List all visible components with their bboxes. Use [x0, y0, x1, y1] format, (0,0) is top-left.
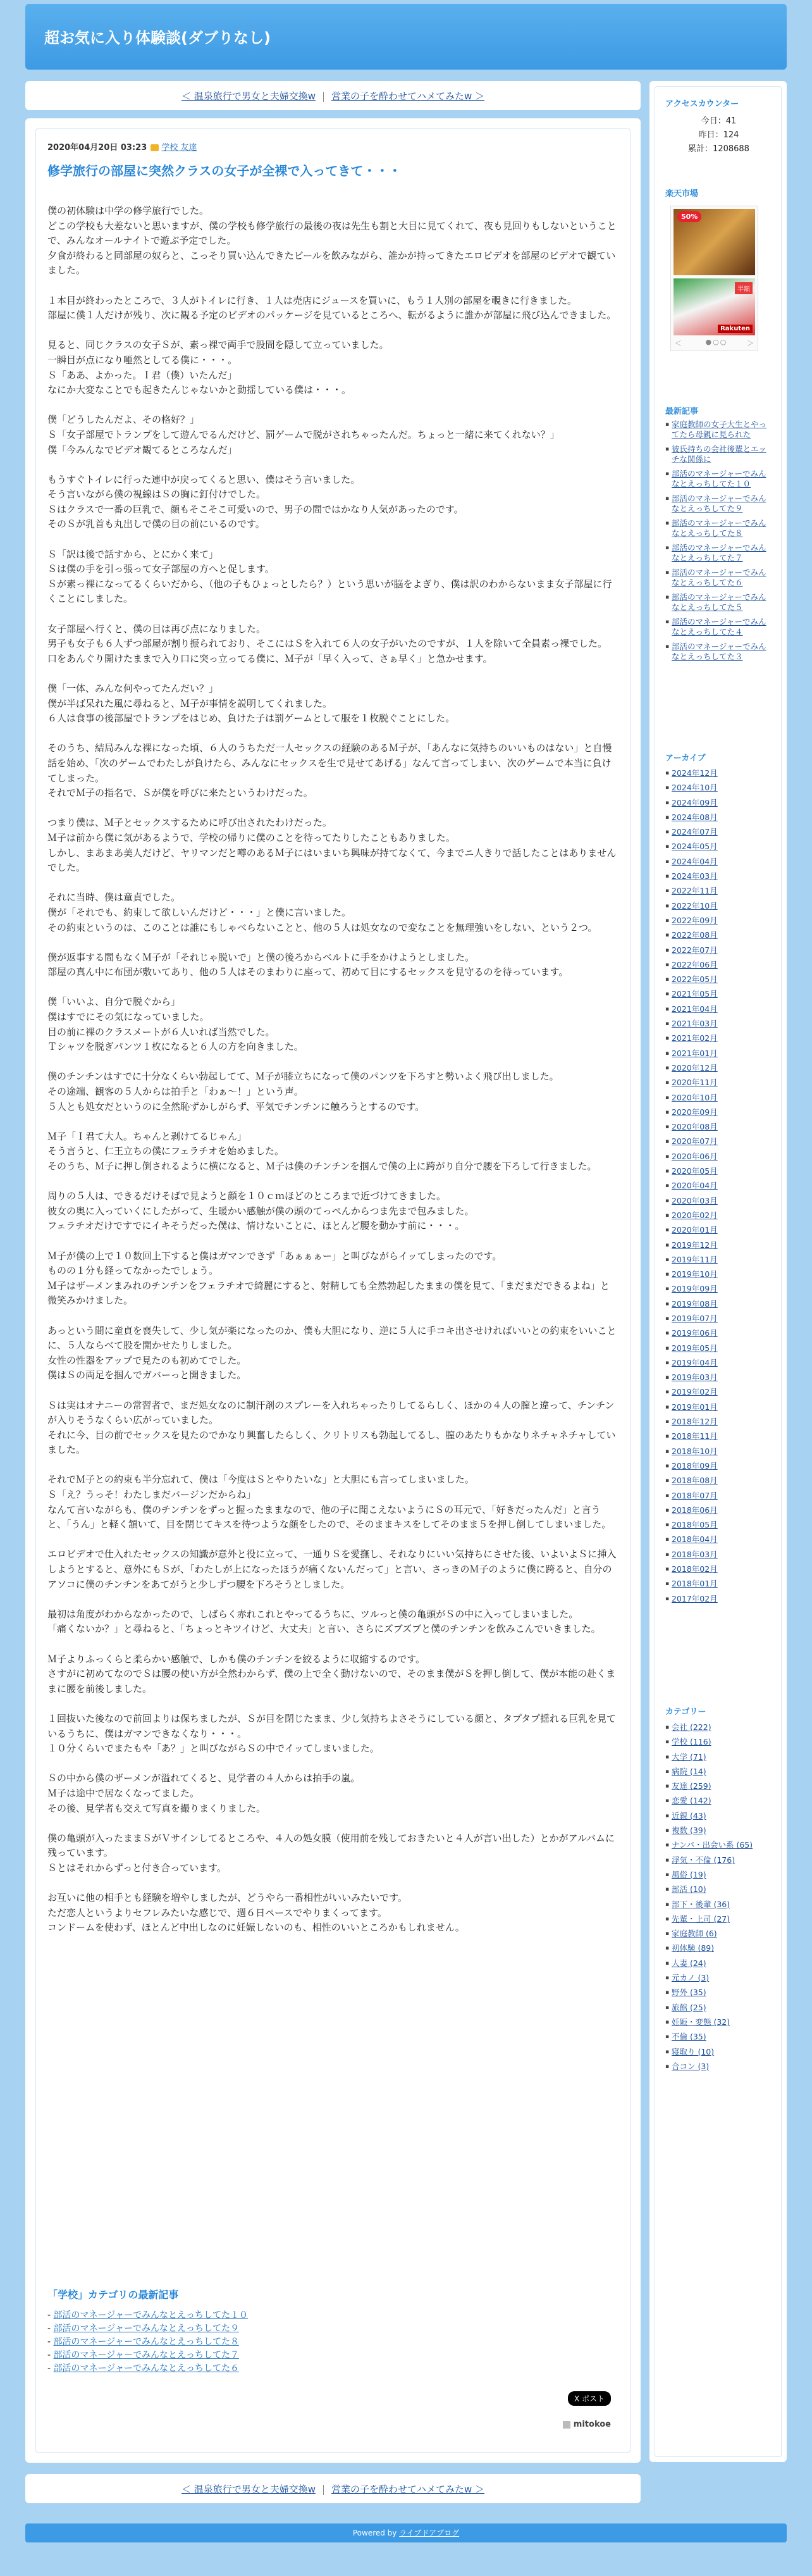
category-link[interactable]: 病院 (14) — [672, 1766, 706, 1776]
category-item — [665, 1767, 772, 1781]
article-pager-bottom — [25, 2474, 641, 2503]
prev-article-link[interactable]: ＜ 温泉旅行で男女と夫婦交換w — [181, 90, 316, 102]
archive-link[interactable]: 2022年07月 — [672, 945, 718, 955]
category-item — [665, 2003, 772, 2017]
archive-item — [665, 1107, 772, 1122]
archive-item — [665, 1240, 772, 1255]
archive-link[interactable]: 2019年05月 — [672, 1343, 718, 1353]
recent-articles-list — [665, 420, 772, 666]
article-paragraph: つまり僕は、Ｍ子とセックスするために呼び出されたわけだった。 Ｍ子は前から僕に気があるようで、学校の帰りに僕のことを待ってたりしたこともありました。 しかし、まあまあ美人だけど、ヤリマンだと噂のあるＭ子にはいまいち興味が持てなくて、今までニ人きりで話したことはありませんでした。 — [47, 817, 617, 874]
category-item — [665, 2017, 772, 2032]
article-paragraph: もうすぐトイレに行った連中が戻ってくると思い、僕はそう言いました。 そう言いながら僕の視線はＳの胸に釘付けでした。 Ｓはクラスで一番の巨乳で、顔もそこそこ可愛いので、男子の間ではかなり人気があったのです。 そのＳが乳首も丸出しで僕の目の前にいるのです。 — [47, 473, 464, 530]
category-item — [665, 1900, 772, 1914]
archive-title: アーカイブ — [665, 754, 706, 763]
livedoor-blog-link[interactable]: ライブドアブログ — [399, 2529, 460, 2537]
rakuten-logo: Rakuten — [718, 325, 753, 333]
related-item: - 部活のマネージャーでみんなとえっちしてた９ — [47, 2324, 239, 2334]
archive-link[interactable]: 2019年12月 — [672, 1240, 718, 1250]
category-item — [665, 1870, 772, 1884]
recent-article-link[interactable]: 家庭教師の女子大生とやってたら母親に見られた — [672, 420, 767, 439]
category-link[interactable]: 旅館 (25) — [672, 2002, 706, 2012]
archive-item — [665, 930, 772, 945]
category-link[interactable]: 先輩・上司 (27) — [672, 1913, 730, 1924]
category-item — [665, 2047, 772, 2062]
archive-link[interactable]: 2018年06月 — [672, 1505, 718, 1515]
article-panel — [25, 118, 641, 2463]
counter-yesterday: 昨日：124 — [698, 130, 739, 140]
archive-link[interactable]: 2024年12月 — [672, 768, 718, 778]
article-title[interactable]: 修学旅行の部屋に突然クラスの女子が全裸で入ってきて・・・ — [47, 163, 402, 178]
article-paragraph: 最初は角度がわからなかったので、しばらく赤れこれとやってるうちに、ツルっと僕の亀頭がＳの中に入ってしまいました。 「痛くないか？」と尋ねると、「ちょっとキツイけど、大丈夫」と言い、さらにズブズブと僕のチンチンを飲みこんでいきました。 — [47, 1608, 601, 1635]
category-link[interactable]: 不倫 (35) — [672, 2032, 706, 2042]
ad-carousel-dots[interactable]: ●○○ — [705, 338, 728, 346]
category-link[interactable]: 合コン (3) — [672, 2061, 710, 2071]
related-article-link[interactable]: 部活のマネージャーでみんなとえっちしてた１０ — [53, 2310, 248, 2320]
recent-article-link[interactable]: 部活のマネージャーでみんなとえっちしてた５ — [672, 592, 766, 612]
archive-link[interactable]: 2019年01月 — [672, 1402, 718, 1412]
mitokoe-button[interactable] — [563, 2420, 611, 2429]
archive-item — [665, 1004, 772, 1019]
recent-article-link[interactable]: 部活のマネージャーでみんなとえっちしてた８ — [672, 518, 766, 538]
archive-item — [665, 974, 772, 989]
archive-item — [665, 1019, 772, 1033]
category-link[interactable]: 風俗 (19) — [672, 1869, 706, 1879]
next-article-link[interactable]: 営業の子を酔わせてハメてみたw ＞ — [331, 90, 485, 102]
archive-item — [665, 1269, 772, 1284]
category-link[interactable]: 部下・後輩 (36) — [672, 1899, 730, 1909]
archive-item — [665, 842, 772, 856]
archive-item — [665, 1402, 772, 1417]
archive-link[interactable]: 2021年02月 — [672, 1033, 718, 1043]
archive-link[interactable]: 2020年08月 — [672, 1122, 718, 1132]
related-article-link[interactable]: 部活のマネージャーでみんなとえっちしてた７ — [53, 2350, 239, 2360]
archive-link[interactable]: 2018年04月 — [672, 1534, 718, 1545]
archive-link[interactable]: 2021年05月 — [672, 989, 718, 999]
folder-icon — [151, 144, 159, 151]
related-article-link[interactable]: 部活のマネージャーでみんなとえっちしてた９ — [53, 2324, 239, 2334]
category-link[interactable]: 近親 (43) — [672, 1810, 706, 1820]
archive-link[interactable]: 2019年02月 — [672, 1387, 718, 1397]
archive-item — [665, 768, 772, 783]
archive-link[interactable]: 2022年10月 — [672, 900, 718, 911]
pager-divider — [323, 92, 324, 102]
category-item — [665, 1988, 772, 2002]
related-article-link[interactable]: 部活のマネージャーでみんなとえっちしてた６ — [53, 2363, 239, 2374]
category-item — [665, 1752, 772, 1767]
article-paragraph: それに当時、僕は童貞でした。 僕が「それでも、約束して欲しいんだけど・・・」と僕に言いました。 その約束というのは、このことは誰にもしゃべらないことと、他の５人は処女なので変なことを無理強いをしない、という２つ。 — [47, 892, 598, 933]
ad-sale-badge: 半額 — [735, 282, 753, 294]
archive-item — [665, 945, 772, 960]
category-link[interactable]: 初体験 (89) — [672, 1943, 715, 1953]
archive-item — [665, 1196, 772, 1210]
archive-link[interactable]: 2019年09月 — [672, 1284, 718, 1294]
archive-link[interactable]: 2018年05月 — [672, 1520, 718, 1530]
archive-link[interactable]: 2018年08月 — [672, 1476, 718, 1486]
article-paragraph: そのうち、結局みんな裸になった頃、６人のうちただ一人セックスの経験のあるＭ子が、「あんなに気持ちのいいものはない」と自慢話を始め、「次のゲームでわたしが負けたら、みんなにセックスを生で見せてあげる」なんて言ってしまい、次のゲームで本当に負けてしまった。 それでＭ子の指名で、Ｓが僕を呼びに来たというわけだった。 — [47, 742, 612, 799]
recent-article-item — [665, 420, 772, 440]
category-link[interactable]: ナンパ・出会い系 (65) — [672, 1840, 753, 1850]
article-meta — [47, 140, 197, 152]
archive-link[interactable]: 2021年03月 — [672, 1019, 718, 1029]
article-paragraph: 見ると、同じクラスの女子Ｓが、素っ裸で両手で股間を隠して立っていました。 一瞬目が点になり唖然としてる僕に・・・。 Ｓ「ああ、よかった。Ｉ君（僕）いたんだ」 なにか大変なことでも起きたんじゃないかと動揺している僕は・・・。 — [47, 339, 389, 396]
archive-link[interactable]: 2018年03月 — [672, 1549, 718, 1559]
archive-item — [665, 1136, 772, 1151]
related-articles — [47, 2287, 617, 2375]
recent-article-item — [665, 617, 772, 638]
archive-item — [665, 960, 772, 974]
recent-article-link[interactable]: 部活のマネージャーでみんなとえっちしてた９ — [672, 494, 766, 513]
archive-link[interactable]: 2020年01月 — [672, 1225, 718, 1235]
article-paragraph: Ｓ「訳は後で話すから、とにかく来て」 Ｓは僕の手を引っ張って女子部屋の方へと促します。 Ｓが素っ裸になってるくらいだから、（他の子もひょっとしたら？）という思いが脳をよぎり、僕は訳のわからないまま女子部屋に行くことにしました。 — [47, 548, 612, 605]
archive-link[interactable]: 2019年03月 — [672, 1372, 718, 1383]
category-item — [665, 1929, 772, 1943]
article-paragraph: 僕「一体、みんな何やってたんだい？」 僕が半ば呆れた風に尋ねると、Ｍ子が事情を説明してくれました。 ６人は食事の後部屋でトランプをはじめ、負けた子は罰ゲームとして服を１枚脱ぐことにした。 — [47, 683, 455, 725]
rakuten-ad-widget[interactable] — [670, 206, 758, 351]
archive-link[interactable]: 2018年12月 — [672, 1417, 718, 1427]
article-paragraph: Ｍ子が僕の上で１０数回上下すると僕はガマンできず「あぁぁぁー」と叫びながらイッてしまったのです。 ものの１分も経ってなかったでしょう。 Ｍ子はザーメンまみれのチンチンをフェラチオで綺麗にすると、射精しても全然勃起したままの僕を見て、「まだまだできるよね」と微笑みかけました。 — [47, 1250, 610, 1307]
ad-title: 楽天市場 — [665, 189, 699, 199]
archive-link[interactable]: 2020年09月 — [672, 1107, 718, 1117]
blog-title[interactable]: 超お気に入り体験談(ダブりなし) — [44, 29, 271, 47]
archive-item — [665, 1314, 772, 1328]
category-item — [665, 1796, 772, 1810]
archive-link[interactable]: 2018年09月 — [672, 1460, 718, 1471]
pager-divider — [323, 2485, 324, 2495]
next-article-link[interactable]: 営業の子を酔わせてハメてみたw ＞ — [331, 2484, 485, 2495]
archive-link[interactable]: 2020年04月 — [672, 1181, 718, 1191]
related-item: - 部活のマネージャーでみんなとえっちしてた８ — [47, 2337, 239, 2347]
archive-link[interactable]: 2020年05月 — [672, 1166, 718, 1176]
archive-item — [665, 1152, 772, 1166]
footer — [25, 2523, 787, 2542]
category-item — [665, 1973, 772, 1988]
article-paragraph: お互いに他の相手とも経験を増やしましたが、どうやら一番相性がいいみたいです。 ただ恋人というよりセフレみたいな感じで、週６日ペースでやりまくってます。 コンドームを使わず、ほとんど中出しなのに妊娠しないのも、相性のいいところかもしれません。 — [47, 1892, 465, 1934]
archive-link[interactable]: 2020年11月 — [672, 1078, 718, 1088]
archive-link[interactable]: 2022年08月 — [672, 930, 718, 940]
category-link[interactable]: 寝取り (10) — [672, 2046, 715, 2056]
recent-article-item — [665, 543, 772, 564]
archive-link[interactable]: 2018年11月 — [672, 1431, 718, 1441]
related-item: - 部活のマネージャーでみんなとえっちしてた１０ — [47, 2310, 248, 2320]
category-link[interactable]: 野外 (35) — [672, 1988, 706, 1998]
archive-item — [665, 1417, 772, 1431]
archive-item — [665, 916, 772, 930]
archive-item — [665, 1534, 772, 1549]
recent-article-item — [665, 518, 772, 539]
category-item — [665, 2032, 772, 2046]
article-paragraph: あっという間に童貞を喪失して、少し気が楽になったのか、僕も大胆になり、逆に５人に手コキ出させければいいとの約束をいいことに、５人ならべて股を開かせたりしました。 女性の性器をアップで見たのも初めてでした。 僕はＳの両足を掴んでガバーっと開きました。 — [47, 1324, 617, 1381]
article-paragraph: 女子部屋へ行くと、僕の目は再び点になりました。 男子も女子も６人ずつ部屋が割り振られており、そこにはＳを入れて６人の女子がいたのですが、１人を除いて全員素っ裸でした。 口をあんぐり開けたままで入り口に突っ立ってる僕に、Ｍ子が「早く入って、さぁ早く」と急かせます。 — [47, 623, 608, 664]
archive-link[interactable]: 2021年04月 — [672, 1004, 718, 1014]
archive-item — [665, 798, 772, 812]
archive-link[interactable]: 2022年11月 — [672, 886, 718, 896]
archive-item — [665, 886, 772, 900]
archive-item — [665, 1461, 772, 1476]
article-paragraph: 僕「いいよ、自分で脱ぐから」 僕はすでにその気になっていました。 目の前に裸のクラスメートが６人いれば当然でした。 Ｔシャツを脱ぎパンツ１枚になると６人の方を向きました。 — [47, 996, 304, 1053]
recent-article-link[interactable]: 部活のマネージャーでみんなとえっちしてた４ — [672, 617, 766, 637]
recent-article-item — [665, 444, 772, 465]
article-body — [47, 204, 617, 1950]
article-paragraph: １本目が終わったところで、３人がトイレに行き、１人は売店にジュースを買いに、もう１人別の部屋を覗きに行きました。 部屋に僕１人だけが残り、次に観る予定のビデオのパッケージを見ているところへ、転がるように誰かが部屋に飛び込んできました。 — [47, 294, 617, 321]
archive-item — [665, 1078, 772, 1092]
archive-item — [665, 1476, 772, 1490]
archive-item — [665, 871, 772, 886]
archive-item — [665, 989, 772, 1004]
recent-article-link[interactable]: 部活のマネージャーでみんなとえっちしてた７ — [672, 543, 766, 563]
archive-link[interactable]: 2017年02月 — [672, 1593, 718, 1603]
archive-item — [665, 1431, 772, 1446]
prev-article-link[interactable]: ＜ 温泉旅行で男女と夫婦交換w — [181, 2484, 316, 2495]
article-paragraph: Ｓは実はオナニーの常習者で、まだ処女なのに制汗剤のスプレーを入れちゃったりしてるらしく、ほかの４人の膣と違って、チンチンが入りそうなくらい広がっていました。 それに今、目の前でセックスを見たのでかなり興奮したらしく、クリトリスも勃起してるし、膣のあたりもかなりネチャネチャしていました。 — [47, 1399, 616, 1456]
recent-article-item — [665, 592, 772, 613]
archive-item — [665, 827, 772, 842]
footer-prefix: Powered by — [352, 2529, 400, 2537]
archive-item — [665, 857, 772, 871]
article-pager-top — [25, 81, 641, 110]
archive-item — [665, 1594, 772, 1608]
archive-link[interactable]: 2018年07月 — [672, 1490, 718, 1500]
category-item — [665, 1855, 772, 1870]
archive-item — [665, 1491, 772, 1505]
archive-item — [665, 1550, 772, 1564]
categories-list — [665, 1722, 772, 2076]
category-link[interactable]: 元カノ (3) — [672, 1973, 710, 1983]
recent-title: 最新記事 — [665, 407, 699, 416]
archive-item — [665, 1372, 772, 1387]
category-item — [665, 1781, 772, 1796]
archive-item — [665, 1447, 772, 1461]
archive-link[interactable]: 2024年07月 — [672, 827, 718, 837]
archive-link[interactable]: 2018年01月 — [672, 1579, 718, 1589]
archive-link[interactable]: 2019年08月 — [672, 1298, 718, 1309]
archive-item — [665, 1564, 772, 1579]
article-paragraph: Ｍ子「Ｉ君て大人。ちゃんと剥けてるじゃん」 そう言うと、仁王立ちの僕にフェラチオを始めました。 そのうち、Ｍ子に押し倒されるように横になると、Ｍ子は僕のチンチンを掴んで僕の上に跨がり自分で腰を下ろして行きました。 — [47, 1130, 597, 1172]
category-item — [665, 1840, 772, 1855]
ad-prev-arrow[interactable]: ＜ — [675, 339, 682, 347]
archive-link[interactable]: 2020年02月 — [672, 1210, 718, 1220]
ad-product-image-2[interactable] — [674, 278, 755, 335]
category-link[interactable]: 部活 (10) — [672, 1884, 706, 1895]
archive-link[interactable]: 2022年06月 — [672, 959, 718, 969]
archive-item — [665, 1225, 772, 1240]
related-list — [47, 2309, 617, 2375]
article-paragraph: Ｍ子よりふっくらと柔らかい感触で、しかも僕のチンチンを絞るように収縮するのです。 さすがに初めてなのでＳは腰の使い方が全然わからず、僕の上で全く動けないので、そのまま僕がＳを押し倒して、僕が本能の赴くままに腰を前後しました。 — [47, 1653, 616, 1695]
sidebar-box — [655, 86, 782, 2457]
archive-link[interactable]: 2019年04月 — [672, 1357, 718, 1367]
counter-today: 今日：41 — [701, 116, 737, 126]
related-article-link[interactable]: 部活のマネージャーでみんなとえっちしてた８ — [53, 2337, 239, 2347]
recent-article-link[interactable]: 部活のマネージャーでみんなとえっちしてた１０ — [672, 469, 766, 488]
category-link[interactable]: 家庭教師 (6) — [672, 1929, 717, 1939]
article-paragraph: エロビデオで仕入れたセックスの知識が意外と役に立って、一通りＳを愛撫し、それなりにいい気持ちにさせた後、いよいよＳに挿入しようとすると、意外にもＳが、「わたしが上になったほうが痛くないんだって」と言い、さっきのＭ子のように僕に跨ると、自分のアソコに僕のチンチンをあてがうと少しずつ腰を下ろそうとしました。 — [47, 1548, 617, 1590]
archive-link[interactable]: 2024年08月 — [672, 812, 718, 822]
article-paragraph: 僕の亀頭が入ったままＳがＶサインしてるところや、４人の処女膜（使用前を残しておきたいと４人が言い出した）とかがアルバムに残っています。 Ｓとはそれからずっと付き合っています。 — [47, 1832, 615, 1874]
related-item: - 部活のマネージャーでみんなとえっちしてた７ — [47, 2350, 239, 2360]
sidebar — [649, 81, 787, 2462]
article-paragraph: １回抜いた後なので前回よりは保ちましたが、Ｓが目を閉じたまま、少し気持ちよさそうにしている顔と、タプタプ揺れる巨乳を見ているうちに、僕はガマンできなくなり・・・。 １０分くらいでまたもや「あ？」と叫びながらＳの中でイッてしまいました。 — [47, 1712, 616, 1755]
ad-carousel-nav — [671, 338, 758, 349]
recent-article-link[interactable]: 彼氏持ちの会社後輩とエッチな関係に — [672, 444, 766, 464]
article-paragraph: 周りの５人は、できるだけそばで見ようと顔を１０ｃｍほどのところまで近づけてきました。 彼女の奥に入っていくにしたがって、生暖かい感触が僕の頭のてっぺんからつま先まで包みました。 フェラチオだけですでにイキそうだった僕は、情けないことに、ほとんど腰を動かす前に・・・。 — [47, 1190, 474, 1232]
archive-item — [665, 1328, 772, 1343]
archive-link[interactable]: 2022年05月 — [672, 974, 718, 985]
related-heading: 「学校」カテゴリの最新記事 — [47, 2289, 179, 2301]
archive-item — [665, 1358, 772, 1372]
recent-article-item — [665, 469, 772, 490]
archive-link[interactable]: 2019年11月 — [672, 1254, 718, 1264]
archive-item — [665, 1122, 772, 1136]
category-link[interactable]: 学校 (116) — [672, 1737, 711, 1747]
archive-item — [665, 1063, 772, 1078]
archive-link[interactable]: 2018年10月 — [672, 1446, 718, 1456]
archive-link[interactable]: 2020年03月 — [672, 1195, 718, 1205]
category-link[interactable]: 妊娠・変態 (32) — [672, 2017, 730, 2027]
archive-item — [665, 1579, 772, 1593]
category-item — [665, 1737, 772, 1752]
recent-article-item — [665, 642, 772, 663]
archive-link[interactable]: 2024年09月 — [672, 797, 718, 807]
archive-link[interactable]: 2024年05月 — [672, 842, 718, 852]
mitokoe-icon — [563, 2421, 570, 2429]
archive-link[interactable]: 2019年06月 — [672, 1328, 718, 1338]
category-link[interactable]: 友達 (259) — [672, 1781, 711, 1791]
recent-article-item — [665, 568, 772, 588]
article-paragraph: 僕「どうしたんだよ、その格好？」 Ｓ「女子部屋でトランプをして遊んでるんだけど、罰ゲームで脱がされちゃったんだ。ちょっと一緒に来てくれない？」 僕「今みんなでビデオ観てるところなんだ」 — [47, 414, 560, 456]
category-link[interactable]: 浮気・不倫 (176) — [672, 1855, 735, 1865]
category-link[interactable]: 会社 (222) — [672, 1722, 711, 1732]
article-paragraph: Ｓの中から僕のザーメンが溢れてくると、見学者の４人からは拍手の嵐。 Ｍ子は途中で居なくなってました。 その後、見学者も交えて写真を撮りまくりました。 — [47, 1772, 360, 1814]
access-counter — [660, 115, 777, 156]
article-paragraph: それでＭ子との約束も半分忘れて、僕は「今度はＳとやりたいな」と大胆にも言ってしまいました。 Ｓ「え？うっそ！わたしまだバージンだからね」 なんて言いながらも、僕のチンチンをずっと握ったままなので、他の子に聞こえないようにＳの耳元で、「好きだったんだ」と言うと、「うん」と軽く頷いて、目を閉じてキスを待つような顔をしたので、そのままキスをしてそのまま５を押し倒してしまいました。 — [47, 1474, 612, 1531]
archive-item — [665, 1093, 772, 1107]
archive-item — [665, 783, 772, 797]
archive-item — [665, 1181, 772, 1195]
related-item: - 部活のマネージャーでみんなとえっちしてた６ — [47, 2363, 239, 2374]
archive-link[interactable]: 2020年12月 — [672, 1062, 718, 1073]
category-item — [665, 1722, 772, 1737]
archive-link[interactable]: 2022年09月 — [672, 915, 718, 925]
counter-total: 累計：1208688 — [688, 144, 749, 154]
category-item — [665, 1943, 772, 1958]
archive-link[interactable]: 2021年01月 — [672, 1048, 718, 1058]
share-area — [568, 2391, 611, 2406]
recent-article-link[interactable]: 部活のマネージャーでみんなとえっちしてた３ — [672, 642, 766, 661]
category-item — [665, 1811, 772, 1826]
archive-item — [665, 812, 772, 827]
archive-item — [665, 1387, 772, 1402]
archive-link[interactable]: 2020年10月 — [672, 1092, 718, 1102]
article-categories[interactable]: 学校 友達 — [161, 143, 197, 152]
x-post-button[interactable]: X ポスト — [568, 2391, 611, 2406]
archive-item — [665, 1505, 772, 1520]
archive-item — [665, 1299, 772, 1314]
article-paragraph: 僕のチンチンはすでに十分なくらい勃起してて、Ｍ子が膝立ちになって僕のパンツを下ろすと勢いよく飛び出しました。 その途端、観客の５人からは拍手と「わぁ～！」という声。 ５人とも処女だというのに全然恥ずかしがらず、平気でチンチンに触ろうとするのです。 — [47, 1071, 559, 1112]
mitokoe-label: mitokoe — [573, 2420, 611, 2429]
ad-discount-badge: 50% — [677, 211, 701, 222]
archive-item — [665, 1255, 772, 1269]
category-link[interactable]: 大学 (71) — [672, 1752, 706, 1762]
archive-link[interactable]: 2018年02月 — [672, 1564, 718, 1574]
recent-article-link[interactable]: 部活のマネージャーでみんなとえっちしてた６ — [672, 568, 766, 587]
category-item — [665, 2062, 772, 2076]
category-item — [665, 1826, 772, 1840]
ad-product-image[interactable] — [674, 209, 755, 275]
ad-next-arrow[interactable]: ＞ — [747, 339, 754, 347]
categories-title: カテゴリー — [665, 1707, 706, 1717]
article-paragraph: 僕が返事する間もなくＭ子が「それじゃ脱いで」と僕の後ろからベルトに手をかけようとしました。 部屋の真ん中に布団が敷いてあり、他の５人はそのまわりに座って、初めて目にするセックスを見守るのを待っています。 — [47, 951, 569, 978]
archive-link[interactable]: 2024年04月 — [672, 856, 718, 866]
archive-item — [665, 901, 772, 916]
archive-list — [665, 768, 772, 1608]
article-box — [35, 128, 631, 2453]
archive-link[interactable]: 2019年07月 — [672, 1313, 718, 1323]
archive-item — [665, 1048, 772, 1063]
archive-item — [665, 1166, 772, 1181]
category-link[interactable]: 恋愛 (142) — [672, 1796, 711, 1806]
category-link[interactable]: 複数 (39) — [672, 1826, 706, 1836]
blog-header — [25, 4, 787, 70]
archive-item — [665, 1284, 772, 1298]
category-item — [665, 1958, 772, 1973]
archive-item — [665, 1033, 772, 1048]
category-item — [665, 1914, 772, 1929]
archive-link[interactable]: 2020年07月 — [672, 1136, 718, 1147]
article-date: 2020年04月20日 03:23 — [47, 143, 147, 152]
archive-link[interactable]: 2020年06月 — [672, 1151, 718, 1161]
counter-title: アクセスカウンター — [665, 99, 739, 109]
recent-article-item — [665, 494, 772, 514]
archive-link[interactable]: 2024年03月 — [672, 871, 718, 881]
archive-item — [665, 1520, 772, 1534]
article-paragraph: 僕の初体験は中学の修学旅行でした。 どこの学校も大差ないと思いますが、僕の学校も修学旅行の最後の夜は先生も割と大目に見てくれて、夜も見回りもしないということで、みんなオールナイトで遊ぶ予定でした。 夕食が終わると同部屋の奴らと、こっそり買い込んできたビールを飲みながら、誰かが持ってきたエロビデオを部屋のビデオで観ていました。 — [47, 205, 617, 277]
archive-item — [665, 1343, 772, 1358]
category-link[interactable]: 人妻 (24) — [672, 1958, 706, 1968]
archive-link[interactable]: 2024年10月 — [672, 783, 718, 793]
category-item — [665, 1884, 772, 1899]
archive-item — [665, 1210, 772, 1225]
archive-link[interactable]: 2019年10月 — [672, 1269, 718, 1279]
